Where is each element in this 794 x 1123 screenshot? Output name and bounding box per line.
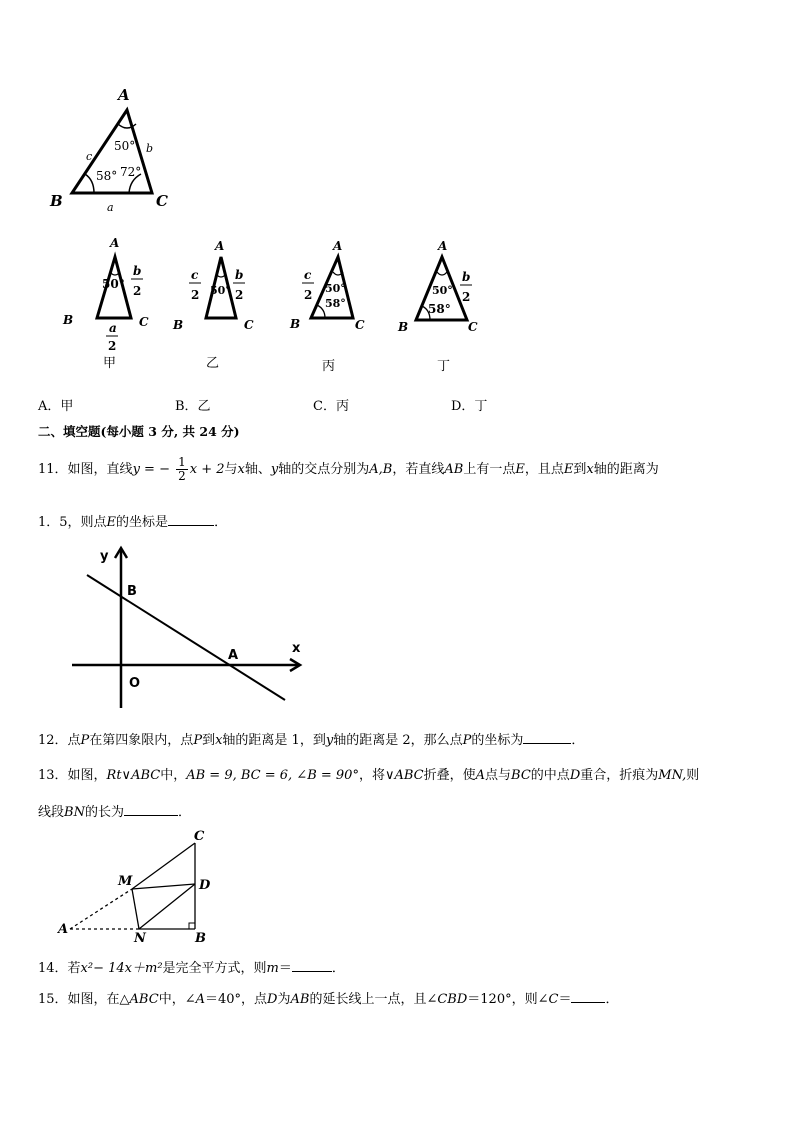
triangle-yi xyxy=(168,232,268,377)
question-12 xyxy=(38,729,584,748)
vertex-a: A xyxy=(110,236,120,250)
point-a-label: A xyxy=(228,648,239,663)
q11-fraction xyxy=(176,456,188,483)
side-num: b xyxy=(133,264,142,278)
side-den: 2 xyxy=(235,288,244,302)
q13-text: 13．如图， xyxy=(38,768,107,783)
q13-text: 的长为 xyxy=(84,805,124,820)
angle-arc xyxy=(437,272,447,275)
vertex-c: C xyxy=(468,320,478,334)
triangle-name: 丁 xyxy=(437,359,451,374)
q13-text: 重合，折痕为 xyxy=(580,768,659,783)
triangle-ding xyxy=(390,232,500,377)
q11-text: 轴的交点分别为 xyxy=(278,462,370,477)
q11-number: 11． xyxy=(38,462,68,477)
fold-figure xyxy=(52,825,227,945)
question-13-line-1 xyxy=(38,764,699,783)
vertex-b: B xyxy=(173,318,184,332)
frac-num: 1 xyxy=(178,455,186,469)
triangle-name: 甲 xyxy=(103,356,117,371)
question-13-line-2 xyxy=(38,801,191,820)
triangle-name: 丙 xyxy=(322,359,336,374)
y-axis-label: y xyxy=(100,549,109,564)
q14-text: 是完全平方式，则 xyxy=(162,961,267,976)
point-m-label: M xyxy=(118,874,133,889)
triangle-name: 乙 xyxy=(206,356,220,371)
vertex-c: C xyxy=(355,318,365,332)
coordinate-graph xyxy=(60,540,320,715)
origin-label: O xyxy=(129,676,141,691)
point-b-label: B xyxy=(127,584,137,599)
side-den: 2 xyxy=(133,284,142,298)
q13-point-a: A xyxy=(475,768,486,783)
q15-text: 15．如图，在△ xyxy=(38,992,130,1007)
q12-text: 在第四象限内，点 xyxy=(89,733,194,748)
q11-text: 与 xyxy=(224,462,238,477)
side-num: b xyxy=(462,270,471,284)
line-ab xyxy=(87,575,285,700)
q12-point-p: P xyxy=(462,733,472,748)
q11-point-e: E xyxy=(106,515,117,530)
vertex-a: A xyxy=(333,239,343,253)
angle-label-2: 58° xyxy=(325,297,346,310)
q13-triangle: ∨ABC xyxy=(384,768,424,783)
vertex-c: C xyxy=(244,318,254,332)
q11-text: 到 xyxy=(573,462,587,477)
q15-angle-a: A xyxy=(195,992,205,1007)
left-den: 2 xyxy=(304,288,313,302)
vertex-a: A xyxy=(438,239,448,253)
q12-var-x: x xyxy=(215,733,223,748)
q13-segment-bn: BN xyxy=(64,805,85,820)
question-11-line-1 xyxy=(38,456,659,483)
q13-point-d: D xyxy=(569,768,581,783)
q11-text: 上有一点 xyxy=(463,462,516,477)
q15-text: ＝120°，则∠ xyxy=(467,992,549,1007)
q12-point-p: P xyxy=(193,733,203,748)
angle-arc-b xyxy=(317,305,325,318)
angle-a-label: 50° xyxy=(114,139,136,153)
answer-blank[interactable] xyxy=(571,990,605,1003)
q11-line-ab: AB xyxy=(444,462,464,477)
q13-end: ． xyxy=(177,805,191,820)
option-a: A．甲 xyxy=(38,399,74,414)
q11-text: 1．5，则点 xyxy=(38,515,107,530)
q11-var-y: y xyxy=(132,462,140,477)
q13-triangle: Rt∨ABC xyxy=(106,768,161,783)
bottom-den: 2 xyxy=(108,339,117,353)
q13-text: 折叠，使 xyxy=(423,768,476,783)
side-den: 2 xyxy=(462,290,471,304)
q11-var-x: x xyxy=(237,462,245,477)
q12-text: 轴的距离是 2，那么点 xyxy=(333,733,463,748)
q11-text: ，且点 xyxy=(524,462,564,477)
angle-label-2: 58° xyxy=(428,302,451,316)
option-c: C．丙 xyxy=(313,399,349,414)
q15-text: 中，∠ xyxy=(158,992,196,1007)
q11-text: 轴、 xyxy=(244,462,271,477)
q15-angle-cbd: CBD xyxy=(437,992,468,1007)
left-den: 2 xyxy=(191,288,200,302)
q11-point-e: E xyxy=(563,462,574,477)
vertex-c: C xyxy=(139,315,149,329)
q15-angle-c: C xyxy=(548,992,559,1007)
q11-point-e: E xyxy=(515,462,525,477)
q13-segment-bc: BC xyxy=(511,768,531,783)
segment-mc xyxy=(132,843,195,889)
q12-text: 到 xyxy=(202,733,216,748)
point-d-label: D xyxy=(199,878,211,893)
segment-am-dashed xyxy=(70,889,132,929)
q13-text: ，将 xyxy=(358,768,385,783)
q15-point-d: D xyxy=(267,992,278,1007)
point-a-label: A xyxy=(58,922,69,937)
left-num: c xyxy=(304,268,312,282)
q13-text: 线段 xyxy=(38,805,65,820)
angle-arc-b xyxy=(85,174,94,193)
angle-label: 50° xyxy=(325,282,346,295)
q15-text: 的延长线上一点，且∠ xyxy=(309,992,438,1007)
q15-end: ． xyxy=(605,992,619,1007)
vertex-b: B xyxy=(290,317,301,331)
segment-md xyxy=(132,884,195,889)
left-num: c xyxy=(191,268,199,282)
q13-conditions: AB = 9, BC = 6, ∠B = 90° xyxy=(186,768,359,783)
q15-text: ＝ xyxy=(558,992,572,1007)
side-c: c xyxy=(86,150,93,163)
q13-text: 则 xyxy=(686,768,700,783)
q11-end: ． xyxy=(214,515,228,530)
q14-end: ． xyxy=(331,961,345,976)
question-15 xyxy=(38,988,618,1007)
q12-text: 轴的距离是 1，到 xyxy=(222,733,326,748)
side-a: a xyxy=(107,201,114,214)
option-d: D．丁 xyxy=(451,399,488,414)
q14-var-m: m xyxy=(266,961,279,976)
answer-blank[interactable] xyxy=(168,513,214,526)
point-c-label: C xyxy=(194,829,205,844)
q11-var-x: x xyxy=(586,462,594,477)
q11-eq-rhs: x + 2 xyxy=(189,462,225,477)
vertex-b: B xyxy=(398,320,409,334)
q11-text: ，若直线 xyxy=(392,462,445,477)
answer-blank[interactable] xyxy=(124,803,178,816)
section-title: 二、填空题(每小题 3 分, 共 24 分) xyxy=(38,424,240,439)
q12-var-y: y xyxy=(325,733,334,748)
bottom-num: a xyxy=(109,321,117,335)
q12-point-p: P xyxy=(80,733,90,748)
q15-text: ＝40°，点 xyxy=(204,992,268,1007)
frac-den: 2 xyxy=(178,469,186,483)
q15-text: 为 xyxy=(277,992,291,1007)
q11-text: 轴的距离为 xyxy=(593,462,659,477)
question-14 xyxy=(38,957,345,976)
vertex-c: C xyxy=(156,192,168,210)
q12-text: 的坐标为 xyxy=(471,733,524,748)
q12-end: ． xyxy=(571,733,585,748)
q14-text: 14．若 xyxy=(38,961,81,976)
angle-label: 50° xyxy=(432,284,453,297)
angle-b-label: 58° xyxy=(96,169,118,183)
x-axis-label: x xyxy=(292,641,301,656)
q11-eq-mid: = − xyxy=(139,462,175,477)
side-b: b xyxy=(146,142,154,155)
q15-triangle: ABC xyxy=(129,992,159,1007)
vertex-a: A xyxy=(215,239,225,253)
q11-text: 如图，直线 xyxy=(67,462,133,477)
vertex-a: A xyxy=(118,86,130,104)
right-angle-mark xyxy=(189,923,195,929)
answer-blank[interactable] xyxy=(523,731,571,744)
triangle-jia xyxy=(55,232,165,377)
point-b-label: B xyxy=(195,931,206,945)
q13-text: 中， xyxy=(160,768,187,783)
q15-segment-ab: AB xyxy=(290,992,310,1007)
answer-blank[interactable] xyxy=(292,959,332,972)
vertex-b: B xyxy=(50,192,63,210)
q12-text: 12．点 xyxy=(38,733,81,748)
option-b: B．乙 xyxy=(175,399,211,414)
angle-label: 50° xyxy=(102,277,125,291)
angle-c-label: 72° xyxy=(120,165,142,179)
q11-text: 的坐标是 xyxy=(116,515,169,530)
main-triangle-figure xyxy=(40,80,190,215)
q11-points: A,B xyxy=(369,462,393,477)
vertex-b: B xyxy=(63,313,74,327)
q13-text: 的中点 xyxy=(530,768,570,783)
q14-expression: x²− 14x＋m² xyxy=(80,961,163,976)
segment-mn xyxy=(132,889,139,929)
q11-var-y: y xyxy=(270,462,279,477)
angle-label: 50° xyxy=(210,284,231,297)
side-num: b xyxy=(235,268,244,282)
question-11-line-2 xyxy=(38,511,227,530)
segment-nd xyxy=(139,884,195,929)
q13-text: 点与 xyxy=(485,768,512,783)
q13-crease-mn: MN, xyxy=(658,768,687,783)
point-n-label: N xyxy=(134,931,146,945)
triangle-bing xyxy=(285,232,385,377)
q14-text: ＝ xyxy=(278,961,292,976)
